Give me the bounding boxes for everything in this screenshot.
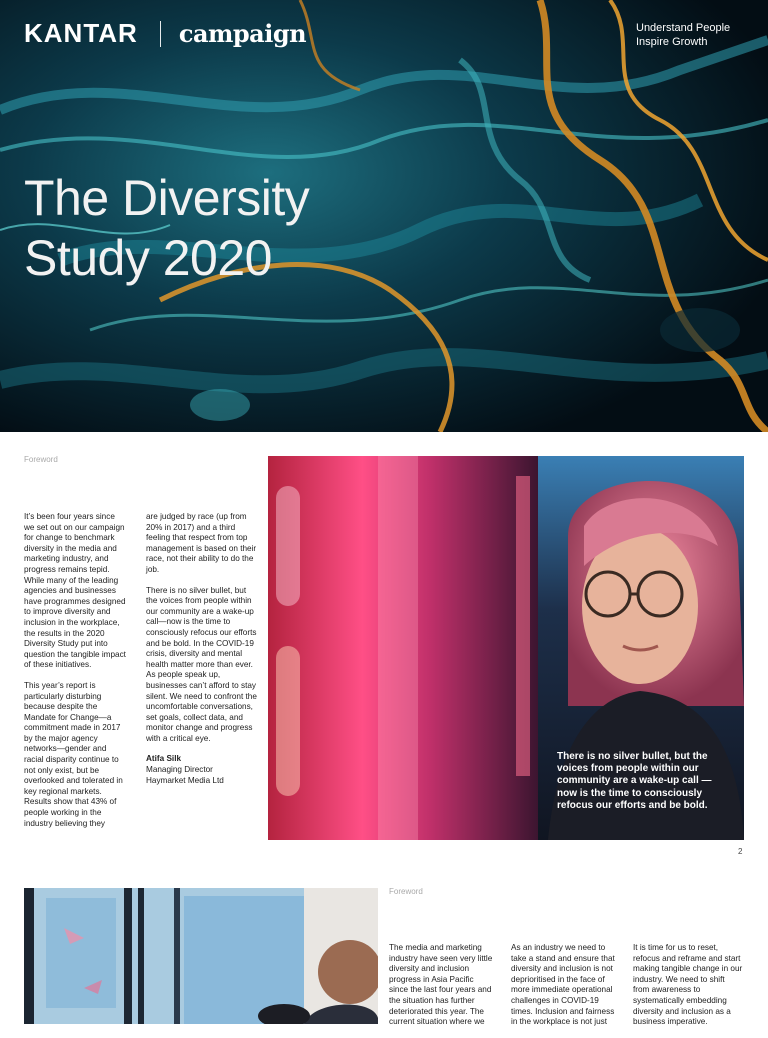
cover-title-line-2: Study 2020	[24, 230, 272, 286]
foreword-paragraph: are judged by race (up from 20% in 2017) and a third feeling that respect from top management is based on their race, not their ability to do the job.	[146, 512, 257, 574]
foreword-column-1	[24, 512, 126, 839]
office-illustration	[24, 888, 378, 1024]
tagline-line-1: Understand People	[636, 22, 731, 34]
tagline	[636, 21, 730, 49]
portrait-photo	[268, 456, 744, 840]
foreword2-paragraph: As an industry we need to take a stand and ensure that diversity and inclusion is not deprioritised in the face of more immediate operational challenges in COVID-19 times. Inclusion and fairness in the workplace is not just	[511, 943, 615, 1027]
foreword2-paragraph: The media and marketing industry have seen very little diversity and inclusion progress in Asia Pacific since the last four years and the situation has further deteriorated this year. The current situation where we	[389, 943, 493, 1027]
tagline-line-2: Inspire Growth	[636, 36, 708, 48]
logo-divider	[160, 21, 161, 47]
foreword-paragraph: There is no silver bullet, but the voices from people within our community are a wake-up call—now is the time to consciously refocus our efforts and be bold. In the COVID-19 crisis, diversity and mental health matter more than ever. As people speak up, businesses can’t afford to stay silent. We need to confront the uncomfortable conversations, set goals, collect data, and monitor change and progress with a critical eye.	[146, 585, 257, 743]
signature-title: Managing Director	[146, 765, 213, 775]
office-photo	[24, 888, 378, 1024]
foreword-label-2: Foreword	[389, 887, 423, 896]
brand-lockup	[24, 18, 306, 49]
pull-quote: There is no silver bullet, but the voices from people within our community are a wake-up call — now is the time to consciously refocus our efforts and be bold.	[557, 751, 712, 811]
foreword-column-2	[146, 512, 258, 786]
cover-title-line-1: The Diversity	[24, 170, 310, 226]
signature-company: Haymarket Media Ltd	[146, 775, 224, 785]
campaign-logo: campaign	[178, 19, 307, 48]
signature-block	[146, 754, 258, 786]
cover-hero	[0, 0, 768, 432]
cover-title	[24, 168, 309, 288]
kantar-logo: KANTAR	[24, 18, 138, 48]
foreword2-paragraph: It is time for us to reset, refocus and reframe and start making tangible change in our industry. We need to shift from awareness to systematically embedding diversity and inclusion as a business imperative.	[633, 943, 743, 1027]
foreword-paragraph: It’s been four years since we set out on our campaign for change to benchmark diversity in the media and marketing industry, and progress remains tepid. While many of the leading agencies and businesses have programmes designed to improve diversity and inclusion in the workplace, the results in the 2020 Diversity Study put into question the tangible impact of these initiatives.	[24, 512, 126, 670]
page-number: 2	[738, 847, 743, 856]
signature-name: Atifa Silk	[146, 754, 182, 764]
foreword-paragraph: This year’s report is particularly disturbing because despite the Mandate for Change—a commitment made in 2017 by the major agency networks—gender and racial disparity continue to not only exist, but be overlooked and tolerated in key regional markets. Results show that 43% of people working in the industry believing they	[24, 680, 123, 828]
foreword-label: Foreword	[24, 455, 58, 464]
